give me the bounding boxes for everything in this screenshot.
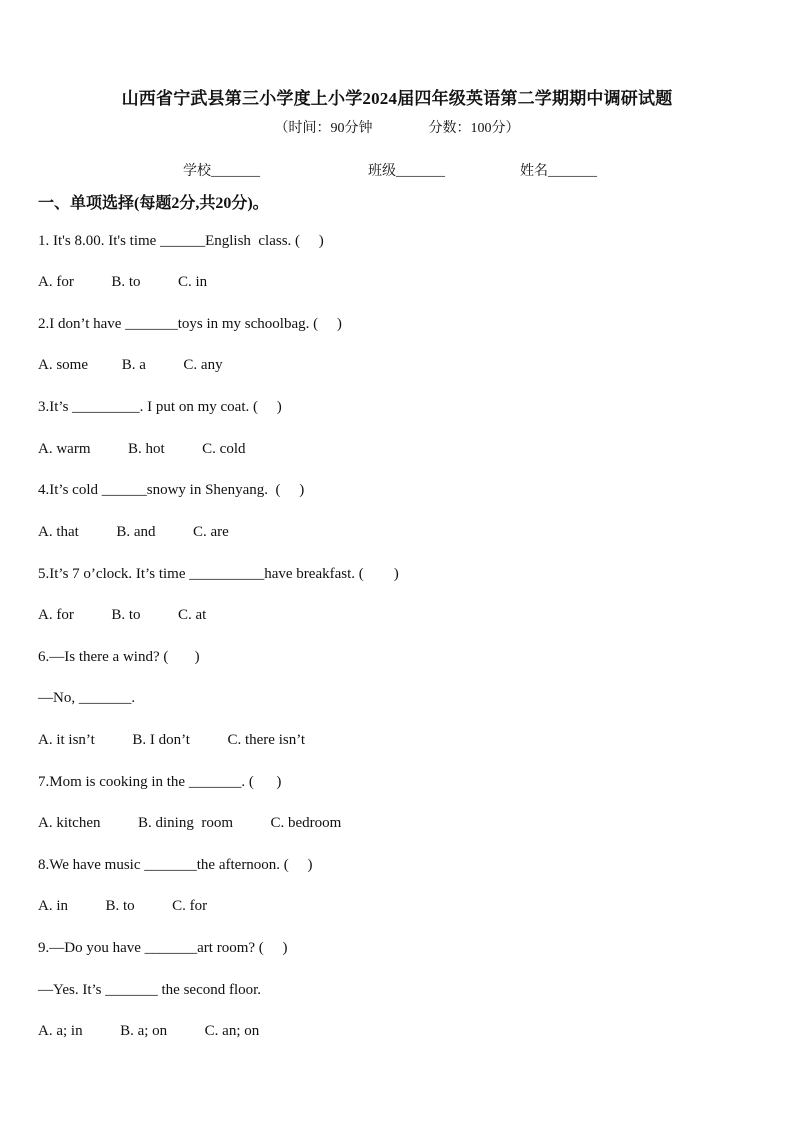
- answer-line: —No, _______.: [38, 690, 136, 706]
- question-line: 6.—Is there a wind? ( ): [38, 649, 200, 665]
- options-line: A. it isn’t B. I don’t C. there isn’t: [38, 732, 306, 748]
- question-line: 2.I don’t have _______toys in my schoolbag. ( ): [38, 316, 342, 332]
- options-line: A. some B. a C. any: [38, 357, 223, 373]
- section-title: 一、单项选择(每题2分,共20分)。: [38, 195, 269, 212]
- options-line: A. warm B. hot C. cold: [38, 441, 246, 457]
- exam-subtitle: （时间：90分钟 分数：100分）: [274, 121, 520, 136]
- question-line: 5.It’s 7 o’clock. It’s time __________have breakfast. ( ): [38, 566, 399, 582]
- question-line: 8.We have music _______the afternoon. ( ): [38, 857, 313, 873]
- question-line: 9.—Do you have _______art room? ( ): [38, 940, 288, 956]
- options-line: A. in B. to C. for: [38, 898, 208, 914]
- answer-line: —Yes. It’s _______ the second floor.: [38, 982, 262, 998]
- question-line: 7.Mom is cooking in the _______. ( ): [38, 774, 282, 790]
- class-field: 班级_______: [368, 164, 445, 179]
- school-field: 学校_______: [183, 164, 260, 179]
- name-field: 姓名_______: [520, 164, 597, 179]
- options-line: A. a; in B. a; on C. an; on: [38, 1023, 260, 1039]
- options-line: A. that B. and C. are: [38, 524, 229, 540]
- question-line: 1. It's 8.00. It's time ______English class. ( ): [38, 233, 324, 249]
- question-line: 3.It’s _________. I put on my coat. ( ): [38, 399, 282, 415]
- exam-title: 山西省宁武县第三小学度上小学2024届四年级英语第二学期期中调研试题: [121, 89, 673, 108]
- options-line: A. for B. to C. in: [38, 274, 208, 290]
- question-line: 4.It’s cold ______snowy in Shenyang. ( ): [38, 482, 305, 498]
- options-line: A. for B. to C. at: [38, 607, 207, 623]
- options-line: A. kitchen B. dining room C. bedroom: [38, 815, 342, 831]
